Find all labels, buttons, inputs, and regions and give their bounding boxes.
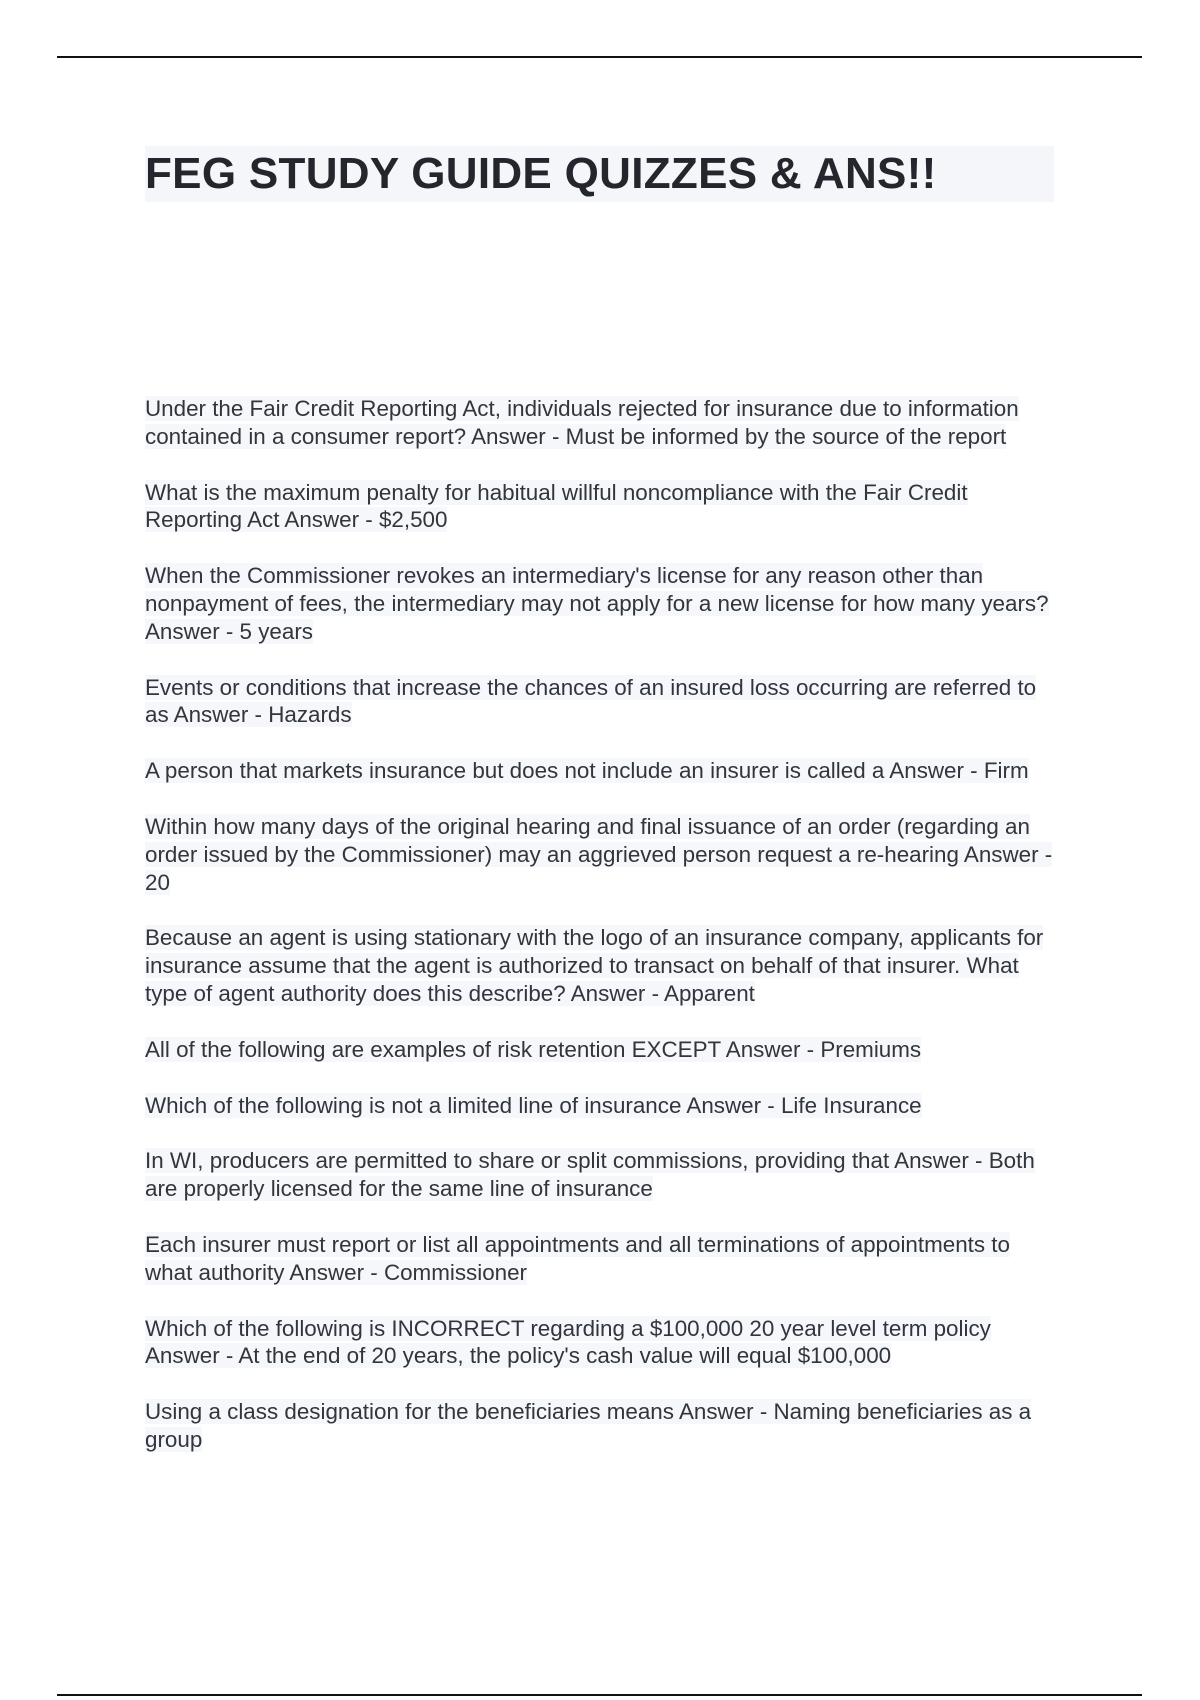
qa-item [145,1398,1055,1454]
qa-text: Under the Fair Credit Reporting Act, individuals rejected for insurance due to information contained in a consumer report? Answer - Must be informed by the source of the report [145,396,1019,449]
qa-item [145,395,1055,451]
qa-item [145,1036,1055,1064]
title-banner [145,146,1054,202]
qa-item [145,479,1055,535]
qa-text: Because an agent is using stationary with the logo of an insurance company, applicants for insurance assume that the agent is authorized to transact on behalf of that insurer. What type of agent authority does this describe? Answer - Apparent [145,925,1044,1006]
qa-item [145,1315,1055,1371]
qa-item [145,674,1055,730]
qa-text: When the Commissioner revokes an intermediary's license for any reason other than nonpayment of fees, the intermediary may not apply for a new license for how many years? Answer - 5 years [145,563,1049,644]
page-title: FEG STUDY GUIDE QUIZZES & ANS!! [145,149,937,198]
qa-item [145,1092,1055,1120]
qa-text: Within how many days of the original hearing and final issuance of an order (regarding an order issued by the Commissioner) may an aggrieved person request a re-hearing Answer - 20 [145,813,1053,895]
qa-item [145,813,1055,896]
qa-item [145,1147,1055,1203]
qa-text: In WI, producers are permitted to share or split commissions, providing that Answer - Both are properly licensed for the same line of insurance [145,1148,1035,1202]
qa-item [145,757,1055,785]
qa-list [145,395,1055,1482]
qa-text: Which of the following is not a limited line of insurance Answer - Life Insurance [145,1092,922,1118]
qa-text: A person that markets insurance but does not include an insurer is called a Answer - Firm [145,758,1029,784]
qa-item [145,1231,1055,1287]
qa-text: All of the following are examples of risk retention EXCEPT Answer - Premiums [145,1036,922,1062]
qa-text: Events or conditions that increase the chances of an insured loss occurring are referred to as Answer - Hazards [145,674,1037,728]
qa-item [145,562,1055,645]
top-divider [57,56,1142,58]
qa-text: Each insurer must report or list all appointments and all terminations of appointments to what authority Answer - Commissioner [145,1231,1010,1285]
qa-text: Using a class designation for the beneficiaries means Answer - Naming beneficiaries as a group [145,1399,1032,1452]
bottom-divider [57,1694,1142,1696]
qa-text: Which of the following is INCORRECT regarding a $100,000 20 year level term policy Answer - At the end of 20 years, the policy's cash value will equal $100,000 [145,1315,991,1369]
qa-text: What is the maximum penalty for habitual willful noncompliance with the Fair Credit Reporting Act Answer - $2,500 [145,479,968,533]
qa-item [145,924,1055,1007]
